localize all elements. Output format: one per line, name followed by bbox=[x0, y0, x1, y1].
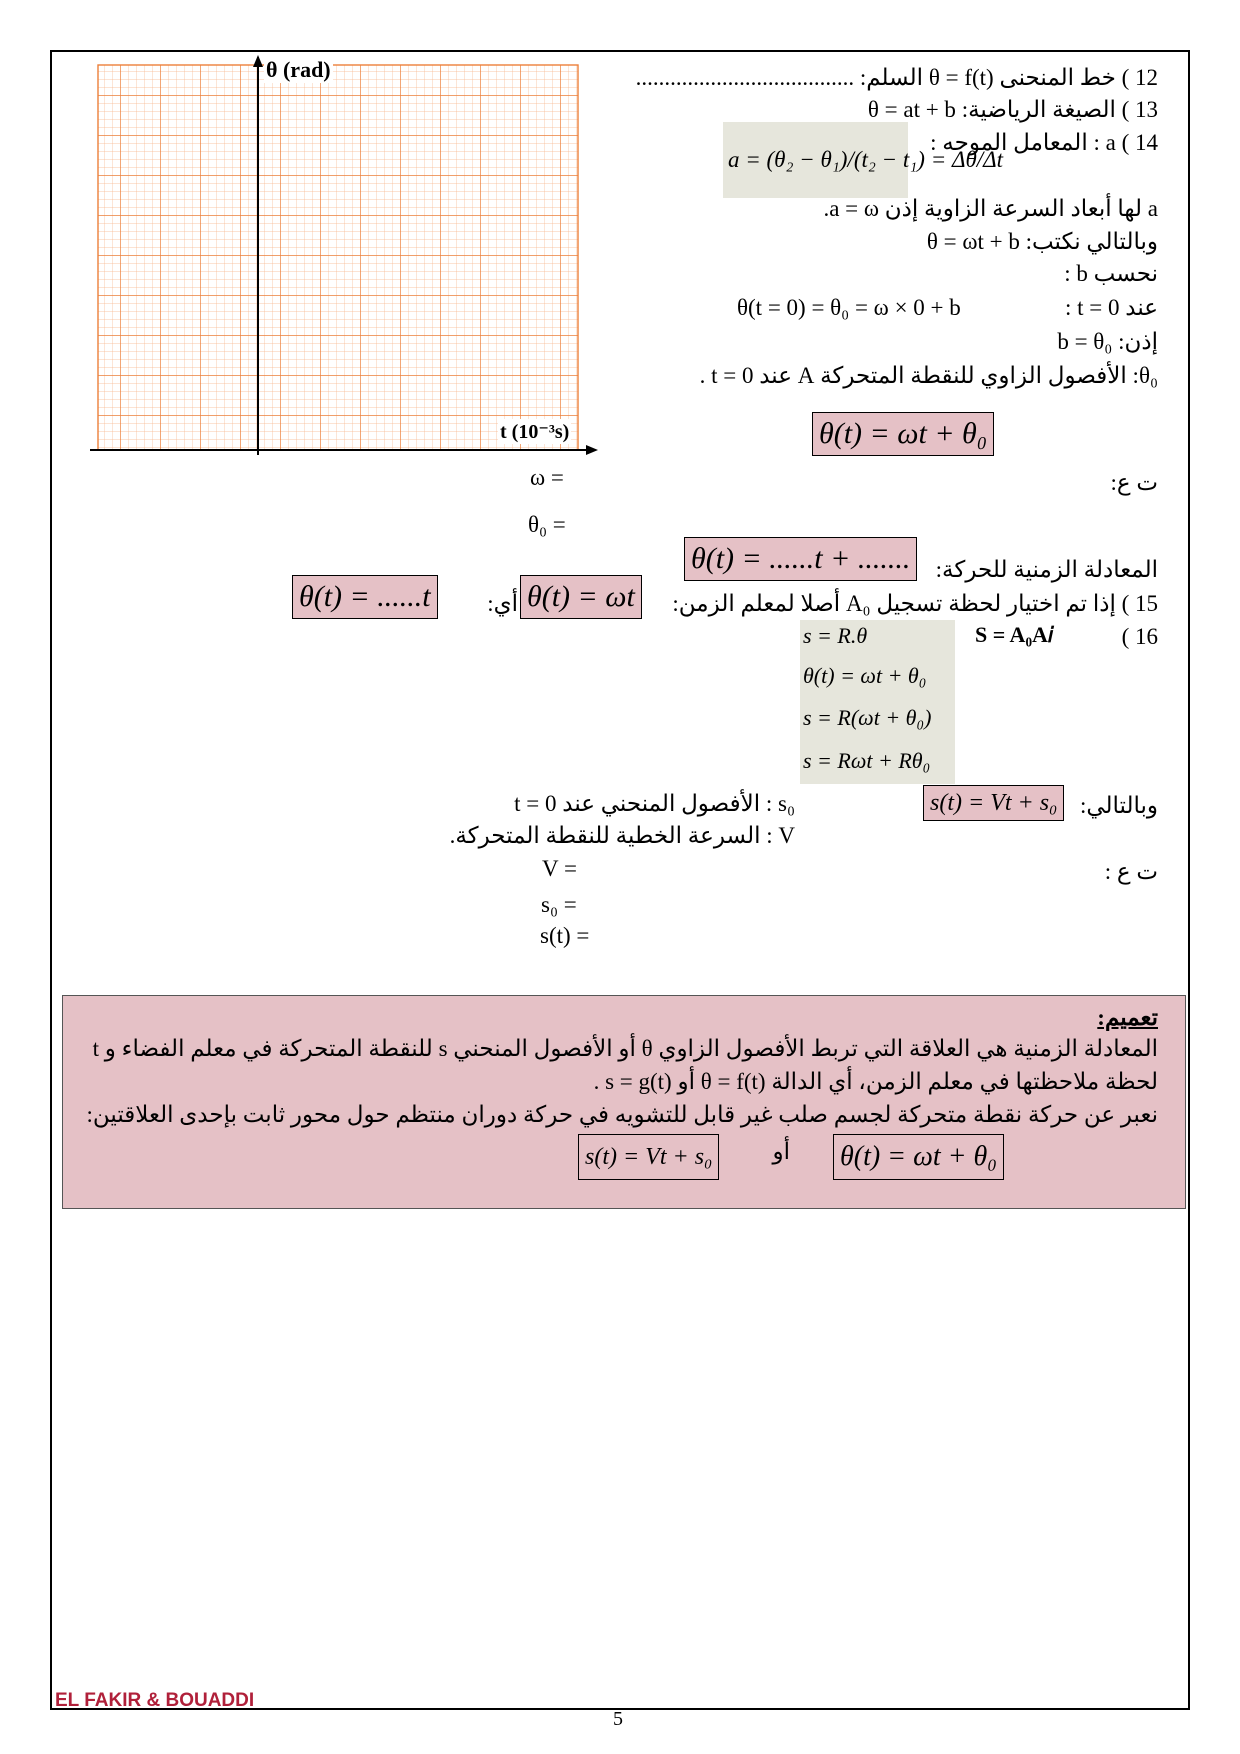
line-16: 16 ) bbox=[1121, 624, 1158, 649]
generalization-theta-box: θ(t) = ωt + θ₀ bbox=[833, 1134, 1004, 1180]
x-axis-label: t (10⁻³s) bbox=[500, 421, 570, 443]
generalization-p1: المعادلة الزمنية هي العلاقة التي تربط الأفصول الزاوي θ أو الأفصول المنحني s للنقطة المتحركة في معلم الفضاء و t bbox=[92, 1036, 1158, 1061]
line-13: 13 ) الصيغة الرياضية: θ = at + b bbox=[867, 97, 1158, 122]
omega-equals: ω = bbox=[530, 465, 564, 490]
line-12: 12 ) خط المنحنى θ = f(t) السلم: ...................................... bbox=[635, 65, 1158, 90]
generalization-p2: لحظة ملاحظتها في معلم الزمن، أي الدالة θ = f(t) أو s = g(t) . bbox=[593, 1069, 1158, 1094]
line-14g: θ₀: الأفصول الزاوي للنقطة المتحركة A عند t = 0 . bbox=[699, 363, 1158, 388]
footer-authors: EL FAKIR & BOUADDI bbox=[55, 1690, 255, 1711]
s0-equals: s₀ = bbox=[541, 892, 577, 917]
wa-label: وبالتالي: bbox=[1079, 793, 1158, 818]
line-14b: a لها أبعاد السرعة الزاوية إذن a = ω. bbox=[823, 196, 1158, 221]
s-derivation-2: θ(t) = ωt + θ₀ bbox=[803, 663, 927, 688]
line-14: 14 ) a : المعامل الموجه : bbox=[930, 130, 1158, 155]
line-14e-label: عند t = 0 : bbox=[1064, 295, 1158, 320]
fill-equation-box: θ(t) = ......t + ....... bbox=[684, 537, 917, 581]
page-number: 5 bbox=[613, 1708, 623, 1730]
s-equation-box: s(t) = Vt + s₀ bbox=[923, 785, 1064, 821]
te-label-2: ت ع : bbox=[1104, 859, 1158, 884]
generalization-p3: نعبر عن حركة نقطة متحركة لجسم صلب غير قابل للتشويه في حركة دوران منتظم حول محور ثابت بإحدى العلاقتين: bbox=[86, 1102, 1158, 1127]
v-desc: V : السرعة الخطية للنقطة المتحركة. bbox=[449, 823, 795, 848]
arc-label: S = A₀A𝑖 bbox=[975, 622, 1054, 647]
s-derivation-3: s = R(ωt + θ₀) bbox=[803, 705, 932, 730]
omega-t-box: θ(t) = ωt bbox=[520, 575, 642, 619]
generalization-title: تعميم: bbox=[1097, 1005, 1158, 1030]
slope-formula-text: a = (θ₂ − θ₁)/(t₂ − t₁) = Δθ/Δt bbox=[728, 147, 1004, 172]
line-14c: وبالتالي نكتب: θ = ωt + b bbox=[926, 229, 1158, 254]
slope-formula bbox=[728, 125, 1003, 177]
line-14e-math: θ(t = 0) = θ₀ = ω × 0 + b bbox=[737, 295, 961, 320]
equation-label: المعادلة الزمنية للحركة: bbox=[935, 557, 1158, 582]
generalization-s-box: s(t) = Vt + s₀ bbox=[578, 1134, 719, 1180]
generalization-or: أو bbox=[772, 1139, 790, 1164]
line-15: 15 ) إذا تم اختيار لحظة تسجيل A₀ أصلا لمعلم الزمن: bbox=[672, 591, 1158, 616]
theta0-equals: θ₀ = bbox=[528, 512, 566, 537]
v-equals: V = bbox=[542, 856, 577, 881]
st-equals: s(t) = bbox=[540, 923, 590, 948]
te-label-1: ت ع: bbox=[1110, 470, 1158, 495]
s-derivation-1: s = R.θ bbox=[803, 623, 868, 648]
s0-desc: s₀ : الأفصول المنحني عند t = 0 bbox=[514, 791, 795, 816]
line-14f: إذن: b = θ₀ bbox=[1057, 329, 1158, 354]
line-14d: نحسب b : bbox=[1064, 261, 1158, 286]
fill-equation-box-2: θ(t) = ......t bbox=[292, 575, 438, 619]
y-axis-label: θ (rad) bbox=[266, 57, 331, 82]
graph-paper bbox=[80, 55, 600, 460]
ay-label: أي: bbox=[487, 591, 518, 616]
theta-equation-box: θ(t) = ωt + θ₀ bbox=[812, 412, 994, 456]
s-derivation-4: s = Rωt + Rθ₀ bbox=[803, 748, 931, 773]
